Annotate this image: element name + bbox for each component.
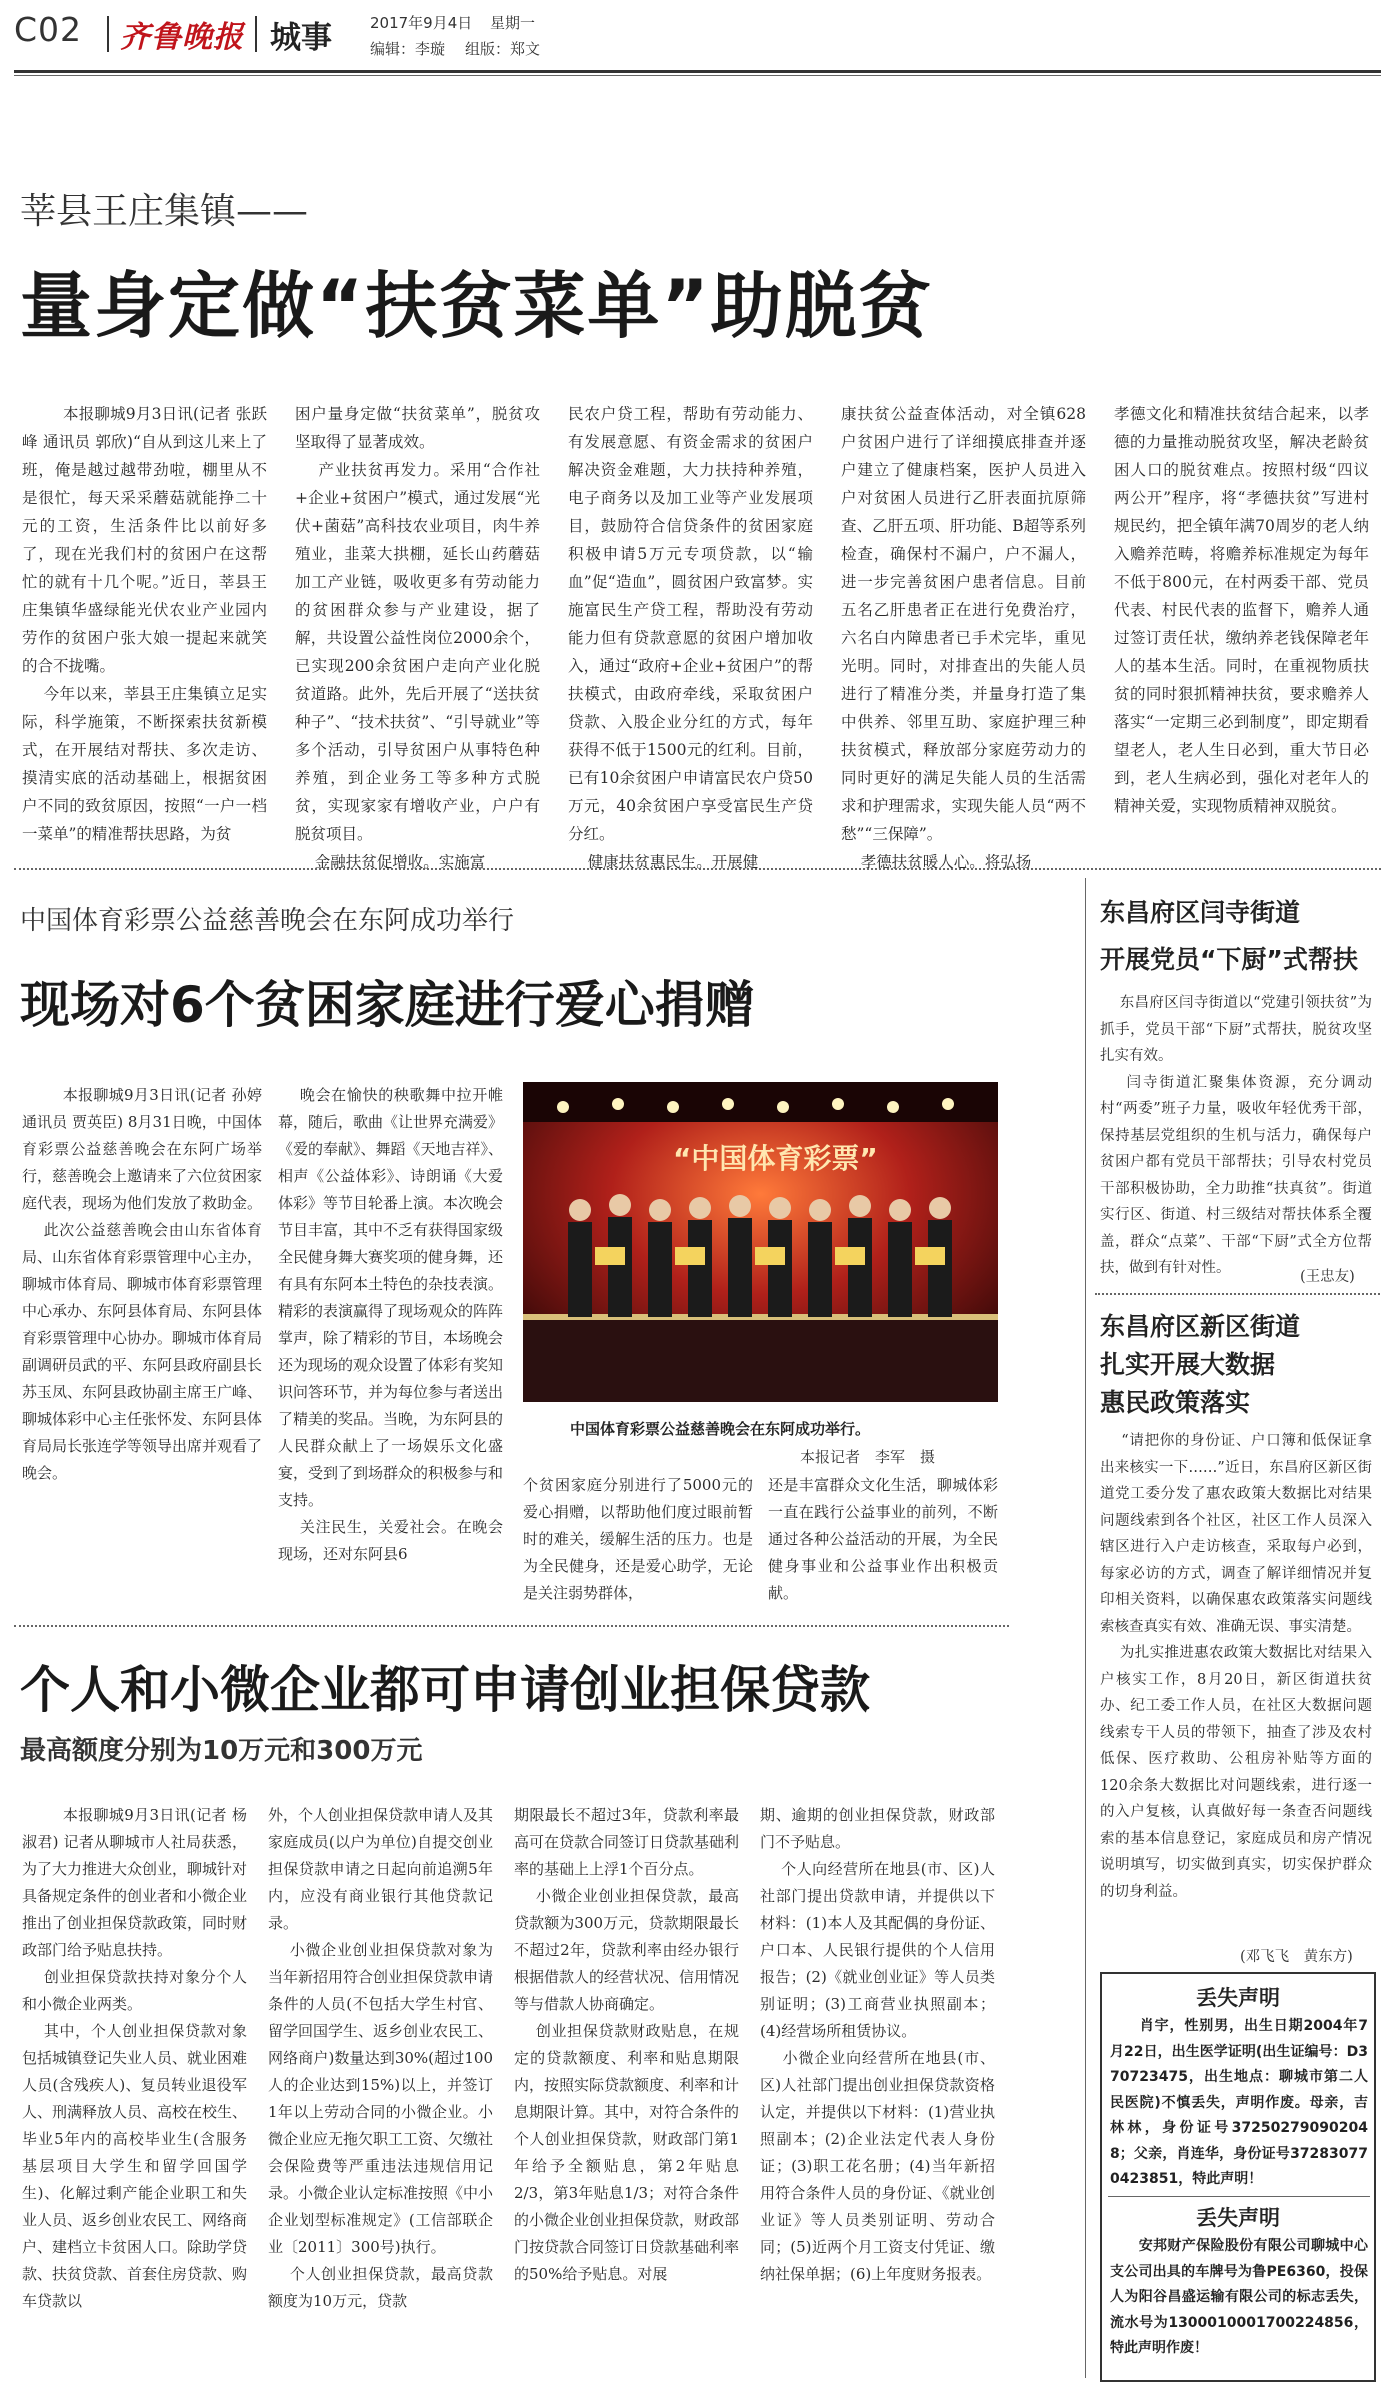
lottery-photo (523, 1082, 998, 1402)
issue-date: 2017年9月4日 (370, 14, 473, 32)
page-code: C02 (14, 10, 83, 49)
stage-photo-illustration (523, 1082, 998, 1402)
lottery-col-1: 本报聊城9月3日讯(记者 孙婷 通讯员 贾英臣) 8月31日晚，中国体育彩票公益慈善晚会在东阿广场举行，慈善晚会上邀请来了六位贫困家庭代表，现场为他们发放了救助金。 此次公益慈善晚会由山东省体育局、山东省体育彩票管理中心主办，聊城市体育局、聊城市体育彩票管理中心承办、东阿县体育局、东阿县体育彩票管理中心协办。聊城市体育局副调研员武的平、东阿县政府副县长苏玉凤、东阿县政协副主席王广峰、聊城体彩中心主任张怀发、东阿县体育局局长张连学等领导出席并观看了晚会。 (22, 1086, 263, 1482)
top-story-col-5: 孝德文化和精准扶贫结合起来，以孝德的力量推动脱贫攻坚，解决老龄贫困人口的脱贫难点。按照村级“四议两公开”程序，将“孝德扶贫”写进村规民约，把全镇年满70周岁的老人纳入赡养范畴，将赡养标准规定为每年不低于800元，在村两委干部、党员代表、村民代表的监督下，赡养人通过签订责任状，缴纳养老钱保障老年人的基本生活。同时，在重视物质扶贫的同时狠抓精神扶贫，要求赡养人落实“一定期三必到制度”，即定期看望老人，老人生日必到，重大节日必到，老人生病必到，强化对老年人的精神关爱，实现物质精神双脱贫。 (1114, 405, 1369, 815)
issue-weekday: 星期一 (490, 14, 536, 32)
notice-1-title: 丢失声明 (1196, 1986, 1280, 2010)
masthead-divider-2 (255, 16, 257, 52)
loan-headline: 个人和小微企业都可申请创业担保贷款 (20, 1661, 870, 1719)
notice-2-title: 丢失声明 (1196, 2206, 1280, 2230)
loan-subhead: 最高额度分别为10万元和300万元 (20, 1736, 423, 1766)
photo-credit: 本报记者 李军 摄 (800, 1448, 936, 1466)
sidebar-divider-1 (1095, 1293, 1380, 1295)
photo-stage-banner: “中国体育彩票” (673, 1142, 878, 1175)
lottery-col-3: 个贫困家庭分别进行了5000元的爱心捐赠，以帮助他们度过眼前暂时的难关，缓解生活的压力。也是为全民健身，还是爱心助学，无论是关注弱势群体， (523, 1476, 753, 1602)
loan-col-1: 本报聊城9月3日讯(记者 杨淑君) 记者从聊城市人社局获悉，为了大力推进大众创业，聊城针对具备规定条件的创业者和小微企业推出了创业担保贷款政策，同时财政部门给予贴息扶持。 创业担保贷款扶持对象分个人和小微企业两类。 其中，个人创业担保贷款对象包括城镇登记失业人员、就业困难人员(含残疾人)、复员转业退役军人、刑满释放人员、高校在校生、毕业5年内的高校毕业生(含服务基层项目大学生和留学回国学生)、化解过剩产能企业职工和失业人员、返乡创业农民工、网络商户、建档立卡贫困人口。除助学贷款、扶贫贷款、首套住房贷款、购车贷款以 (22, 1806, 248, 2310)
editor-credit: 编辑：李璇 (370, 40, 446, 58)
top-story-col-4: 康扶贫公益查体活动，对全镇628户贫困户进行了详细摸底排查并逐户建立了健康档案，医护人员进入户对贫困人员进行乙肝表面抗原筛查、乙肝五项、肝功能、B超等系列检查，确保村不漏户，户不漏人，进一步完善贫困户患者信息。目前五名乙肝患者正在进行免费治疗，六名白内障患者已手术完毕，重见光明。同时，对排查出的失能人员进行了精准分类，并量身打造了集中供养、邻里互助、家庭护理三种扶贫模式，释放部分家庭劳动力的同时更好的满足失能人员的生活需求和护理需求，实现失能人员“两不愁”“三保障”。 孝德扶贫暖人心。将弘扬 (841, 405, 1086, 871)
paper-logo: 齐鲁晚报 (120, 20, 244, 55)
masthead-rule-thin (14, 75, 1381, 76)
sidebar-vertical-rule (1085, 878, 1086, 2378)
masthead-divider (107, 16, 109, 52)
sidebar-1-byline: (王忠友) (1300, 1269, 1355, 1285)
notice-2-body: 安邦财产保险股份有限公司聊城中心支公司出具的车牌号为鲁PE6360，投保人为阳谷昌盛运输有限公司的标志丢失，流水号为1300010001700224856，特此声明作废！ (1110, 2238, 1368, 2356)
lottery-divider (14, 1625, 1009, 1627)
top-story-headline: 量身定做“扶贫菜单”助脱贫 (20, 264, 933, 348)
sidebar-2-headline-1: 东昌府区新区街道 (1100, 1312, 1301, 1341)
sidebar-1-headline-1: 东昌府区闫寺街道 (1100, 898, 1301, 927)
lottery-headline: 现场对6个贫困家庭进行爱心捐赠 (20, 976, 755, 1034)
photo-caption: 中国体育彩票公益慈善晚会在东阿成功举行。 (570, 1420, 871, 1438)
top-story-col-1: 本报聊城9月3日讯(记者 张跃峰 通讯员 郭欣)“自从到这儿来上了班，俺是越过越带劲啦，棚里从不是很忙，每天采采蘑菇就能挣二十元的工资，生活条件比以前好多了，现在光我们村的贫困户在这帮忙的就有十几个呢。”近日，莘县王庄集镇华盛绿能光伏农业产业园内劳作的贫困户张大娘一提起来就笑的合不拢嘴。 今年以来，莘县王庄集镇立足实际，科学施策，不断探索扶贫新模式，在开展结对帮扶、多次走访、摸清实底的活动基础上，根据贫困户不同的致贫原因，按照“一户一档一菜单”的精准帮扶思路，为贫 (22, 405, 267, 843)
sidebar-1-headline-2: 开展党员“下厨”式帮扶 (1100, 945, 1358, 974)
layout-credit: 组版：郑文 (465, 40, 541, 58)
loan-col-4: 期、逾期的创业担保贷款，财政部门不予贴息。 个人向经营所在地县(市、区)人社部门提出贷款申请，并提供以下材料：(1)本人及其配偶的身份证、户口本、人民银行提供的个人信用报告；(2)《就业创业证》等人员类别证明；(3)工商营业执照副本；(4)经营场所租赁协议。 小微企业向经营所在地县(市、区)人社部门提出创业担保贷款资格认定，并提供以下材料：(1)营业执照副本；(2)企业法定代表人身份证；(3)职工花名册；(4)当年新招用符合条件人员的身份证、《就业创业证》等人员类别证明、劳动合同；(5)近两个月工资支付凭证、缴纳社保单据；(6)上年度财务报表。 (760, 1806, 995, 2283)
sidebar-1-body: 东昌府区闫寺街道以“党建引领扶贫”为抓手，党员干部“下厨”式帮扶，脱贫攻坚扎实有效。 闫寺街道汇聚集体资源，充分调动村“两委”班子力量，吸收年轻优秀干部，保持基层党组织的生机与活力，确保每户贫困户都有党员干部帮扶；引导农村党员干部积极协助，全力助推“扶真贫”。街道实行区、街道、村三级结对帮扶体系全覆盖，群众“点菜”、干部“下厨”式全方位帮扶，做到有针对性。 (1100, 995, 1373, 1276)
masthead-rule (14, 70, 1381, 73)
lost-notices-box (1100, 1972, 1376, 2382)
sidebar-2-body: “请把你的身份证、户口簿和低保证拿出来核实一下……”近日，东昌府区新区街道党工委分发了惠农政策大数据比对结果问题线索到各个社区，社区工作人员深入辖区进行入户走访核查，采取每户必到，每家必访的方式，调查了解详细情况并复印相关资料，以确保惠农政策落实问题线索核查真实有效、准确无误、事实清楚。 为扎实推进惠农政策大数据比对结果入户核实工作，8月20日，新区街道扶贫办、纪工委工作人员，在社区大数据问题线索专干人员的带领下，抽查了涉及农村低保、医疗救助、公租房补贴等方面的120余条大数据比对问题线索，进行逐一的入户复核，认真做好每一条查否问题线索的基本信息登记，家庭成员和房产情况说明填写，切实做到真实，切实保护群众的切身利益。 (1100, 1433, 1373, 1900)
notice-1-body: 肖宇，性别男，出生日期2004年7月22日，出生医学证明(出生证编号：D370723475，出生地点：聊城市第二人民医院)不慎丢失，声明作废。母亲，吉林林，身份证号372502790902048；父亲，肖连华，身份证号372830770423851，特此声明！ (1110, 2018, 1368, 2187)
loan-col-2: 外，个人创业担保贷款申请人及其家庭成员(以户为单位)自提交创业担保贷款申请之日起向前追溯5年内，应没有商业银行其他贷款记录。 小微企业创业担保贷款对象为当年新招用符合创业担保贷款申请条件的人员(不包括大学生村官、留学回国学生、返乡创业农民工、网络商户)数量达到30%(超过100人的企业达到15%)以上，并签订1年以上劳动合同的小微企业。小微企业应无拖欠职工工资、欠缴社会保险费等严重违法违规信用记录。小微企业认定标准按照《中小企业划型标准规定》(工信部联企业〔2011〕300号)执行。 个人创业担保贷款，最高贷款额度为10万元，贷款 (268, 1806, 494, 2310)
lottery-col-2: 晚会在愉快的秧歌舞中拉开帷幕，随后，歌曲《让世界充满爱》《爱的奉献》、舞蹈《天地吉祥》、相声《公益体彩》、诗朗诵《大爱体彩》等节目轮番上演。本次晚会节目丰富，其中不乏有获得国家级全民健身舞大赛奖项的健身舞，还有具有东阿本土特色的杂技表演。精彩的表演赢得了现场观众的阵阵掌声，除了精彩的节目，本场晚会还为现场的观众设置了体彩有奖知识问答环节，并为每位参与者送出了精美的奖品。当晚，为东阿县的人民群众献上了一场娱乐文化盛宴，受到了到场群众的积极参与和支持。 关注民生，关爱社会。在晚会现场，还对东阿县6 (278, 1086, 504, 1563)
lottery-kicker: 中国体育彩票公益慈善晚会在东阿成功举行 (20, 906, 515, 936)
sidebar-2-headline-2: 扎实开展大数据 (1100, 1350, 1276, 1379)
sidebar-2-byline: (邓飞飞 黄东方) (1240, 1949, 1353, 1965)
top-story-divider (14, 868, 1381, 870)
section-name: 城事 (270, 20, 332, 56)
top-story-col-2: 困户量身定做“扶贫菜单”，脱贫攻坚取得了显著成效。 产业扶贫再发力。采用“合作社+企业+贫困户”模式，通过发展“光伏+菌菇”高科技农业项目，肉牛养殖业，韭菜大拱棚，延长山药蘑菇加工产业链，吸收更多有劳动能力的贫困群众参与产业建设，据了解，共设置公益性岗位2000余个，已实现200余贫困户走向产业化脱贫道路。此外，先后开展了“送扶贫种子”、“技术扶贫”、“引导就业”等多个活动，引导贫困户从事特色种养殖，到企业务工等多种方式脱贫，实现家家有增收产业，户户有脱贫项目。 金融扶贫促增收。实施富 (295, 405, 540, 871)
notice-separator (1108, 2196, 1370, 2197)
top-story-col-3: 民农户贷工程，帮助有劳动能力、有发展意愿、有资金需求的贫困户解决资金难题，大力扶持种养殖，电子商务以及加工业等产业发展项目，鼓励符合信贷条件的贫困家庭积极申请5万元专项贷款，以“输血”促“造血”，圆贫困户致富梦。实施富民生产贷工程，帮助没有劳动能力但有贷款意愿的贫困户增加收入，通过“政府+企业+贫困户”的帮扶模式，由政府牵线，采取贫困户贷款、入股企业分红的方式，每年获得不低于1500元的红利。目前，已有10余贫困户申请富民农户贷50万元，40余贫困户享受富民生产贷分红。 健康扶贫惠民生。开展健 (568, 405, 813, 871)
loan-col-3: 期限最长不超过3年，贷款利率最高可在贷款合同签订日贷款基础利率的基础上上浮1个百分点。 小微企业创业担保贷款，最高贷款额为300万元，贷款期限最长不超过2年，贷款利率由经办银行根据借款人的经营状况、信用情况等与借款人协商确定。 创业担保贷款财政贴息，在规定的贷款额度、利率和贴息期限内，按照实际贷款额度、利率和计息期限计算。其中，对符合条件的个人创业担保贷款，财政部门第1年给予全额贴息，第2年贴息2/3，第3年贴息1/3；对符合条件的小微企业创业担保贷款，财政部门按贷款合同签订日贷款基础利率的50%给予贴息。对展 (514, 1806, 740, 2283)
sidebar-2-headline-3: 惠民政策落实 (1100, 1388, 1251, 1417)
top-story-kicker: 莘县王庄集镇—— (20, 191, 309, 232)
lottery-col-4: 还是丰富群众文化生活，聊城体彩一直在践行公益事业的前列，不断通过各种公益活动的开展，为全民健身事业和公益事业作出积极贡献。 (768, 1476, 998, 1602)
